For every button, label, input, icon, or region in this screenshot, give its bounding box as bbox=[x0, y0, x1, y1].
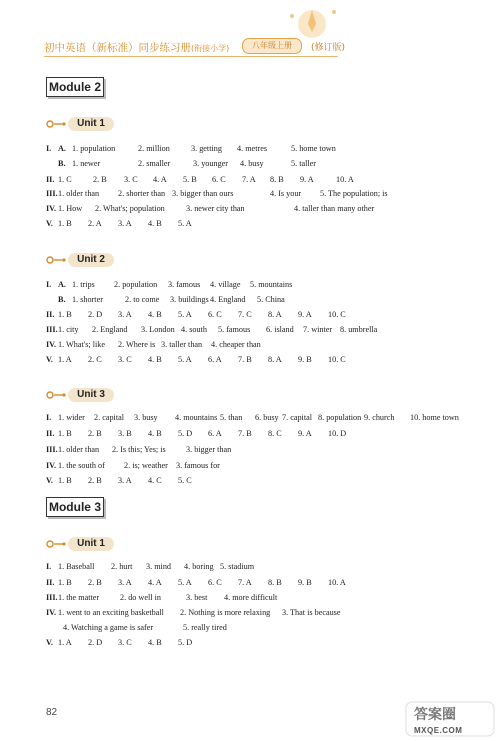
header-decoration-icon bbox=[272, 2, 352, 40]
answer-item: 8. B bbox=[270, 175, 284, 184]
answer-item: 1. went to an exciting basketball bbox=[58, 608, 164, 617]
answer-item: 4. A bbox=[153, 175, 167, 184]
answer-item: 1. B bbox=[58, 429, 72, 438]
answer-item: 7. winter bbox=[303, 325, 333, 334]
edition-label: (修订版) bbox=[311, 43, 346, 53]
answer-item: 5. home town bbox=[291, 144, 336, 153]
answer-item: 3. A bbox=[118, 578, 132, 587]
answer-item: 2. What's; population bbox=[95, 204, 165, 213]
question-number: IV. bbox=[46, 461, 57, 470]
answer-item: 5. than bbox=[220, 413, 243, 422]
answer-item: 4. taller than many other bbox=[294, 204, 375, 213]
answer-item: 10. C bbox=[328, 355, 346, 364]
answer-item: 10. home town bbox=[410, 413, 459, 422]
answer-item: 5. stadium bbox=[220, 562, 255, 571]
answer-item: 2. capital bbox=[94, 413, 125, 422]
answer-item: 4. cheaper than bbox=[211, 340, 261, 349]
question-number: IV. bbox=[46, 608, 57, 617]
question-number: V. bbox=[46, 638, 53, 647]
answer-item: 4. England bbox=[210, 295, 246, 304]
page-header bbox=[0, 0, 500, 60]
answer-item: 3. B bbox=[118, 429, 132, 438]
unit-label: Unit 2 bbox=[68, 253, 114, 267]
question-number: II. bbox=[46, 578, 55, 587]
answer-item: 4. village bbox=[210, 280, 241, 289]
answer-item: 5. B bbox=[183, 175, 197, 184]
answer-item: 8. umbrella bbox=[340, 325, 378, 334]
answer-item: 3. famous bbox=[168, 280, 201, 289]
answer-item: 2. million bbox=[138, 144, 170, 153]
answer-item: 4. metres bbox=[237, 144, 268, 153]
sub-part-label: B. bbox=[58, 295, 66, 304]
answer-row bbox=[46, 475, 456, 487]
answer-row bbox=[46, 561, 456, 573]
question-number: III. bbox=[46, 445, 58, 454]
answer-item: 5. The population; is bbox=[320, 189, 388, 198]
answer-row bbox=[46, 294, 456, 306]
answer-item: 1. B bbox=[58, 310, 72, 319]
answer-row bbox=[46, 309, 456, 321]
answer-item: 1. B bbox=[58, 578, 72, 587]
answer-item: 3. best bbox=[186, 593, 208, 602]
answer-item: 4. Watching a game is safer bbox=[63, 623, 154, 632]
answer-item: 7. capital bbox=[282, 413, 313, 422]
question-number: III. bbox=[46, 325, 58, 334]
answer-item: 4. A bbox=[148, 578, 162, 587]
answer-item: 3. bigger than bbox=[186, 445, 232, 454]
answer-item: 6. C bbox=[208, 578, 222, 587]
answer-item: 2. B bbox=[88, 476, 102, 485]
answer-item: 3. C bbox=[118, 638, 132, 647]
unit-marker-icon bbox=[46, 390, 68, 400]
question-number: I. bbox=[46, 280, 52, 289]
answer-item: 2. B bbox=[93, 175, 107, 184]
answer-item: 7. C bbox=[238, 310, 252, 319]
answer-item: 2. smaller bbox=[138, 159, 171, 168]
unit-marker-icon bbox=[46, 119, 68, 129]
answer-item: 1. B bbox=[58, 219, 72, 228]
page-number: 82 bbox=[46, 707, 58, 718]
book-title: 初中英语（新标准）同步练习册(衔接小学) bbox=[44, 42, 230, 54]
question-number: III. bbox=[46, 593, 58, 602]
header-divider bbox=[44, 56, 338, 57]
answer-item: 2. D bbox=[88, 310, 103, 319]
answer-item: 3. newer city than bbox=[186, 204, 245, 213]
answer-item: 1. the south of bbox=[58, 461, 105, 470]
sub-part-label: A. bbox=[58, 144, 66, 153]
answer-item: 6. busy bbox=[255, 413, 279, 422]
answer-row bbox=[46, 158, 456, 170]
question-number: III. bbox=[46, 189, 58, 198]
answer-row bbox=[46, 460, 456, 472]
answer-item: 2. England bbox=[92, 325, 128, 334]
answer-row bbox=[46, 622, 456, 634]
answer-item: 6. C bbox=[208, 310, 222, 319]
answer-item: 10. D bbox=[328, 429, 347, 438]
answer-item: 2. B bbox=[88, 429, 102, 438]
watermark-text: 答案圈 bbox=[414, 707, 456, 723]
answer-item: 10. C bbox=[328, 310, 346, 319]
answer-item: 3. That is because bbox=[282, 608, 341, 617]
answer-row bbox=[46, 428, 456, 440]
answer-item: 1. Baseball bbox=[58, 562, 95, 571]
answer-item: 8. B bbox=[268, 578, 282, 587]
answer-item: 1. the matter bbox=[58, 593, 100, 602]
answer-item: 3. A bbox=[118, 476, 132, 485]
answer-item: 4. B bbox=[148, 219, 162, 228]
answer-item: 10. A bbox=[328, 578, 346, 587]
answer-item: 9. B bbox=[298, 355, 312, 364]
answer-item: 1. newer bbox=[72, 159, 101, 168]
watermark-url: MXQE.COM bbox=[414, 726, 463, 735]
answer-item: 4. more difficult bbox=[224, 593, 278, 602]
sub-part-label: A. bbox=[58, 280, 66, 289]
answer-item: 1. B bbox=[58, 476, 72, 485]
question-number: IV. bbox=[46, 340, 57, 349]
answer-item: 2. Is this; Yes; is bbox=[112, 445, 166, 454]
answer-item: 9. A bbox=[298, 429, 312, 438]
answer-item: 4. B bbox=[148, 355, 162, 364]
answer-item: 3. getting bbox=[191, 144, 222, 153]
answer-row bbox=[46, 188, 456, 200]
answer-item: 1. A bbox=[58, 355, 72, 364]
question-number: I. bbox=[46, 413, 52, 422]
answer-item: 9. B bbox=[298, 578, 312, 587]
question-number: IV. bbox=[46, 204, 57, 213]
question-number: I. bbox=[46, 562, 52, 571]
answer-item: 3. C bbox=[118, 355, 132, 364]
unit-marker-icon bbox=[46, 255, 68, 265]
answer-item: 8. A bbox=[268, 310, 282, 319]
answer-item: 2. B bbox=[88, 578, 102, 587]
answer-item: 2. hurt bbox=[111, 562, 133, 571]
answer-item: 4. boring bbox=[184, 562, 214, 571]
answer-item: 1. older than bbox=[58, 445, 100, 454]
question-number: II. bbox=[46, 429, 55, 438]
answer-row bbox=[46, 143, 456, 155]
answer-item: 5. A bbox=[178, 578, 192, 587]
answer-row bbox=[46, 203, 456, 215]
answer-item: 3. younger bbox=[193, 159, 229, 168]
answer-row bbox=[46, 592, 456, 604]
answer-item: 2. A bbox=[88, 219, 102, 228]
answer-item: 6. C bbox=[212, 175, 226, 184]
answer-item: 8. C bbox=[268, 429, 282, 438]
question-number: II. bbox=[46, 310, 55, 319]
answer-item: 3. mind bbox=[146, 562, 172, 571]
answer-item: 9. A bbox=[300, 175, 314, 184]
answer-item: 3. A bbox=[118, 219, 132, 228]
answer-item: 5. D bbox=[178, 638, 193, 647]
answer-item: 5. C bbox=[178, 476, 192, 485]
answer-row bbox=[46, 412, 459, 424]
answer-item: 2. D bbox=[88, 638, 103, 647]
answer-item: 1. wider bbox=[58, 413, 85, 422]
unit-label: Unit 3 bbox=[68, 388, 114, 402]
answer-item: 4. C bbox=[148, 476, 162, 485]
answer-item: 7. A bbox=[242, 175, 256, 184]
answer-item: 4. B bbox=[148, 429, 162, 438]
answer-item: 1. How bbox=[58, 204, 83, 213]
grade-badge: 八年级上册 bbox=[242, 38, 302, 54]
answer-row bbox=[46, 218, 456, 230]
answer-item: 5. A bbox=[178, 355, 192, 364]
answer-item: 4. south bbox=[181, 325, 207, 334]
question-number: V. bbox=[46, 355, 53, 364]
answer-item: 1. trips bbox=[72, 280, 95, 289]
answer-item: 8. A bbox=[268, 355, 282, 364]
unit-marker-icon bbox=[46, 539, 68, 549]
answer-item: 2. to come bbox=[125, 295, 160, 304]
answer-item: 1. A bbox=[58, 638, 72, 647]
answer-row bbox=[46, 577, 456, 589]
answer-item: 2. is; weather bbox=[124, 461, 168, 470]
answer-item: 9. church bbox=[364, 413, 395, 422]
answer-item: 1. C bbox=[58, 175, 72, 184]
answer-item: 5. famous bbox=[218, 325, 251, 334]
answer-item: 9. A bbox=[298, 310, 312, 319]
unit-label: Unit 1 bbox=[68, 117, 114, 131]
answer-item: 7. A bbox=[238, 578, 252, 587]
answer-item: 8. population bbox=[318, 413, 362, 422]
answer-item: 7. B bbox=[238, 355, 252, 364]
answer-item: 5. A bbox=[178, 310, 192, 319]
question-number: V. bbox=[46, 219, 53, 228]
answer-row bbox=[46, 324, 456, 336]
answer-item: 4. B bbox=[148, 310, 162, 319]
answer-item: 5. taller bbox=[291, 159, 317, 168]
module-heading: Module 2 bbox=[46, 77, 104, 97]
answer-item: 2. C bbox=[88, 355, 102, 364]
question-number: II. bbox=[46, 175, 55, 184]
answer-item: 3. busy bbox=[134, 413, 158, 422]
answer-item: 5. A bbox=[178, 219, 192, 228]
answer-item: 4. B bbox=[148, 638, 162, 647]
answer-item: 1. city bbox=[58, 325, 79, 334]
answer-item: 3. famous for bbox=[176, 461, 220, 470]
answer-item: 3. London bbox=[141, 325, 175, 334]
sub-part-label: B. bbox=[58, 159, 66, 168]
answer-row bbox=[46, 174, 456, 186]
answer-item: 10. A bbox=[336, 175, 354, 184]
answer-item: 3. taller than bbox=[161, 340, 203, 349]
answer-row bbox=[46, 339, 456, 351]
module-heading: Module 3 bbox=[46, 497, 104, 517]
answer-item: 5. China bbox=[257, 295, 285, 304]
answer-item: 4. mountains bbox=[175, 413, 218, 422]
question-number: I. bbox=[46, 144, 52, 153]
answer-item: 1. What's; like bbox=[58, 340, 106, 349]
answer-item: 2. Where is bbox=[118, 340, 156, 349]
answer-item: 2. shorter than bbox=[118, 189, 166, 198]
answer-row bbox=[46, 354, 456, 366]
answer-item: 4. Is your bbox=[270, 189, 302, 198]
answer-item: 2. Nothing is more relaxing bbox=[180, 608, 271, 617]
question-number: V. bbox=[46, 476, 53, 485]
answer-row bbox=[46, 444, 456, 456]
answer-item: 3. C bbox=[124, 175, 138, 184]
answer-item: 5. mountains bbox=[250, 280, 293, 289]
answer-item: 1. population bbox=[72, 144, 116, 153]
answer-item: 1. older than bbox=[58, 189, 100, 198]
answer-item: 3. bigger than ours bbox=[172, 189, 234, 198]
answer-item: 6. island bbox=[266, 325, 294, 334]
answer-item: 4. busy bbox=[240, 159, 264, 168]
unit-label: Unit 1 bbox=[68, 537, 114, 551]
answer-item: 2. population bbox=[114, 280, 158, 289]
answer-row bbox=[46, 279, 456, 291]
answer-item: 2. do well in bbox=[120, 593, 161, 602]
answer-item: 5. really tired bbox=[183, 623, 227, 632]
answer-item: 3. buildings bbox=[170, 295, 209, 304]
answer-row bbox=[46, 607, 456, 619]
answer-item: 3. A bbox=[118, 310, 132, 319]
answer-row bbox=[46, 637, 456, 649]
answer-item: 6. A bbox=[208, 429, 222, 438]
answer-item: 1. shorter bbox=[72, 295, 103, 304]
answer-item: 6. A bbox=[208, 355, 222, 364]
answer-item: 7. B bbox=[238, 429, 252, 438]
answer-item: 5. D bbox=[178, 429, 193, 438]
